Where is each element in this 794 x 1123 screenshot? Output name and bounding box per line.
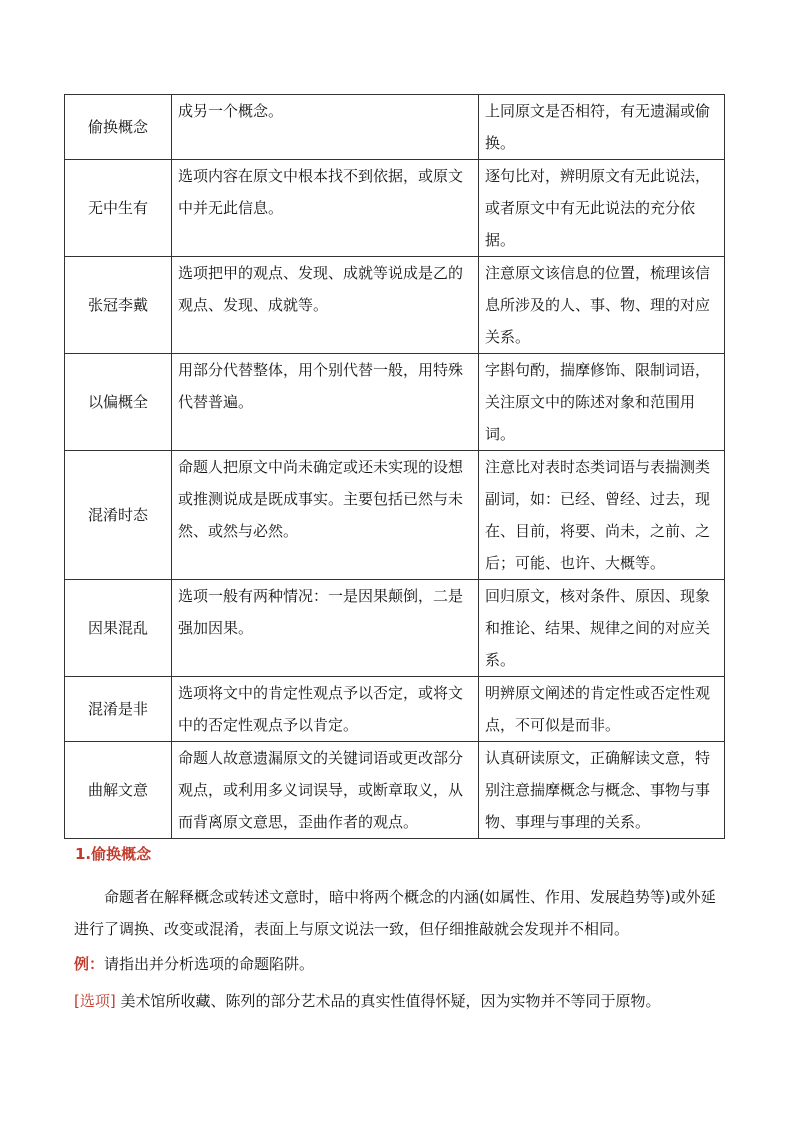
term-cell: 曲解文意: [65, 742, 172, 839]
table-row: [65, 451, 725, 580]
term-cell: 因果混乱: [65, 580, 172, 677]
table-row: [65, 580, 725, 677]
description-cell: 成另一个概念。: [172, 95, 479, 160]
section-heading: 1.偷换概念: [75, 845, 152, 863]
term-cell: 以偏概全: [65, 354, 172, 451]
description-cell: 选项将文中的肯定性观点予以否定，或将文中的否定性观点予以肯定。: [172, 677, 479, 742]
description-cell: 选项内容在原文中根本找不到依据，或原文中并无此信息。: [172, 160, 479, 257]
description-cell: 用部分代替整体，用个别代替一般，用特殊代替普遍。: [172, 354, 479, 451]
method-cell: 逐句比对，辨明原文有无此说法，或者原文中有无此说法的充分依据。: [479, 160, 725, 257]
option-text: 美术馆所收藏、陈列的部分艺术品的真实性值得怀疑，因为实物并不等同于原物。: [120, 992, 661, 1010]
description-cell: 选项一般有两种情况：一是因果颠倒，二是强加因果。: [172, 580, 479, 677]
term-cell: 偷换概念: [65, 95, 172, 160]
example-line: [74, 952, 314, 976]
description-cell: 选项把甲的观点、发现、成就等说成是乙的观点、发现、成就等。: [172, 257, 479, 354]
method-cell: 注意比对表时态类词语与表揣测类副词，如：已经、曾经、过去，现在、目前，将要、尚未，之前、之后；可能、也许、大概等。: [479, 451, 725, 580]
explanation-paragraph: 命题者在解释概念或转述文意时，暗中将两个概念的内涵(如属性、作用、发展趋势等)或外延进行了调换、改变或混淆，表面上与原文说法一致，但仔细推敲就会发现并不相同。: [74, 888, 716, 938]
term-cell: 混淆是非: [65, 677, 172, 742]
description-cell: 命题人把原文中尚未确定或还未实现的设想或推测说成是既成事实。主要包括已然与未然、或然与必然。: [172, 451, 479, 580]
method-cell: 字斟句酌，揣摩修饰、限制词语，关注原文中的陈述对象和范围用词。: [479, 354, 725, 451]
table-row: [65, 257, 725, 354]
table-row: [65, 95, 725, 160]
concept-table: [64, 94, 725, 839]
table-row: [65, 742, 725, 839]
term-cell: 混淆时态: [65, 451, 172, 580]
table-row: [65, 160, 725, 257]
table-row: [65, 354, 725, 451]
table-row: [65, 677, 725, 742]
option-line: [74, 989, 661, 1013]
method-cell: 注意原文该信息的位置，梳理该信息所涉及的人、事、物、理的对应关系。: [479, 257, 725, 354]
option-tag: [选项]: [74, 992, 116, 1010]
example-label: 例：: [74, 955, 105, 973]
term-cell: 张冠李戴: [65, 257, 172, 354]
method-cell: 上同原文是否相符，有无遗漏或偷换。: [479, 95, 725, 160]
example-text: 请指出并分析选项的命题陷阱。: [104, 955, 315, 973]
term-cell: 无中生有: [65, 160, 172, 257]
description-cell: 命题人故意遗漏原文的关键词语或更改部分观点，或利用多义词误导，或断章取义，从而背离原文意思，歪曲作者的观点。: [172, 742, 479, 839]
method-cell: 回归原文，核对条件、原因、现象和推论、结果、规律之间的对应关系。: [479, 580, 725, 677]
method-cell: 明辨原文阐述的肯定性或否定性观点，不可似是而非。: [479, 677, 725, 742]
method-cell: 认真研读原文，正确解读文意，特别注意揣摩概念与概念、事物与事物、事理与事理的关系。: [479, 742, 725, 839]
